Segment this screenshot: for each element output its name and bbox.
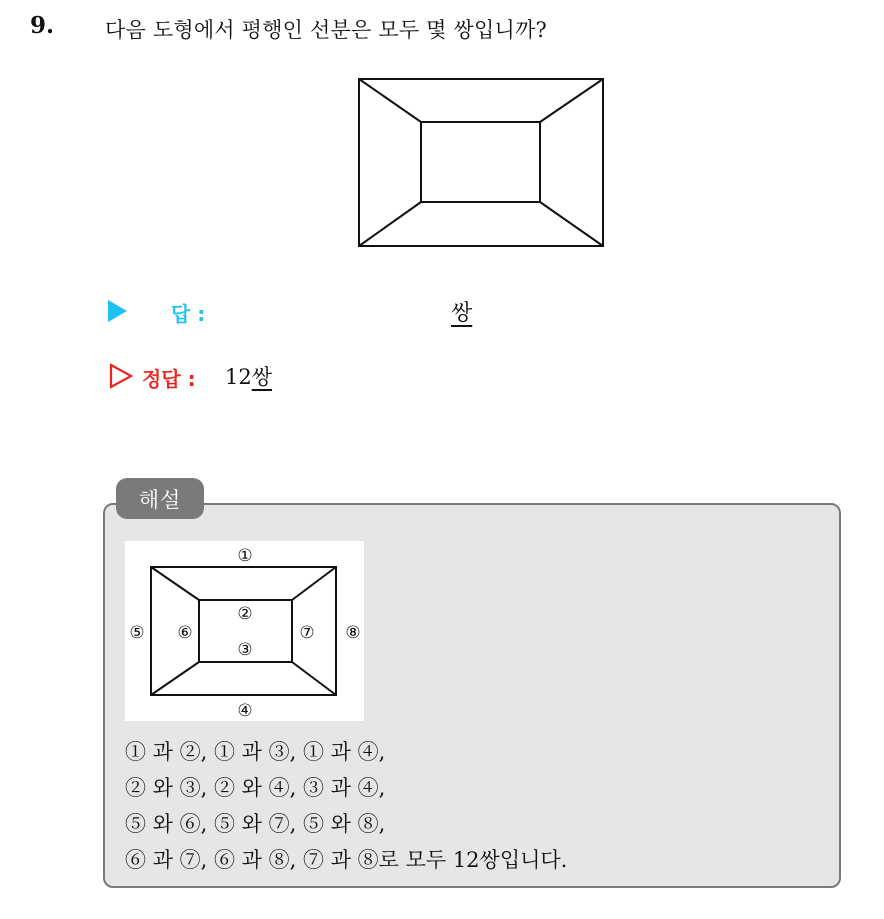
explanation-line: ⑤ 와 ⑥, ⑤ 와 ⑦, ⑤ 와 ⑧,	[125, 812, 386, 836]
question-text: 다음 도형에서 평행인 선분은 모두 몇 쌍입니까?	[105, 18, 547, 42]
correct-number: 12	[225, 365, 252, 389]
question-figure	[357, 77, 605, 249]
correct-unit: 쌍	[251, 365, 273, 389]
label-4: ④	[237, 701, 253, 721]
explanation-tab: 해설	[116, 478, 204, 519]
label-3: ③	[237, 640, 253, 660]
connector-line	[540, 202, 603, 246]
question-number: 9.	[30, 12, 55, 39]
play-arrow-icon	[108, 300, 127, 322]
explanation-line: ② 와 ③, ② 와 ④, ③ 과 ④,	[125, 776, 386, 800]
answer-label: 답 :	[171, 302, 206, 326]
correct-value	[225, 361, 272, 391]
connector-line	[359, 202, 421, 246]
label-8: ⑧	[345, 623, 361, 643]
explanation-line: ⑥ 과 ⑦, ⑥ 과 ⑧, ⑦ 과 ⑧로 모두 12쌍입니다.	[125, 848, 568, 872]
answer-unit: 쌍	[451, 301, 473, 326]
inner-rectangle	[421, 122, 540, 202]
explanation-text	[125, 734, 567, 878]
explanation-line: ① 과 ②, ① 과 ③, ① 과 ④,	[125, 740, 386, 764]
correct-label: 정답 :	[142, 367, 196, 391]
label-1: ①	[237, 546, 253, 566]
answer-row	[108, 296, 528, 328]
connector-line	[359, 79, 421, 122]
connector-line	[540, 79, 603, 122]
connector-line	[151, 567, 199, 600]
correct-answer-row	[108, 361, 528, 393]
label-2: ②	[237, 604, 253, 624]
label-5: ⑤	[129, 623, 145, 643]
label-6: ⑥	[177, 623, 193, 643]
connector-line	[292, 567, 336, 600]
connector-line	[292, 662, 336, 695]
connector-line	[151, 662, 199, 695]
play-outline-icon	[108, 363, 134, 389]
explanation-figure	[125, 541, 364, 721]
label-7: ⑦	[299, 623, 315, 643]
